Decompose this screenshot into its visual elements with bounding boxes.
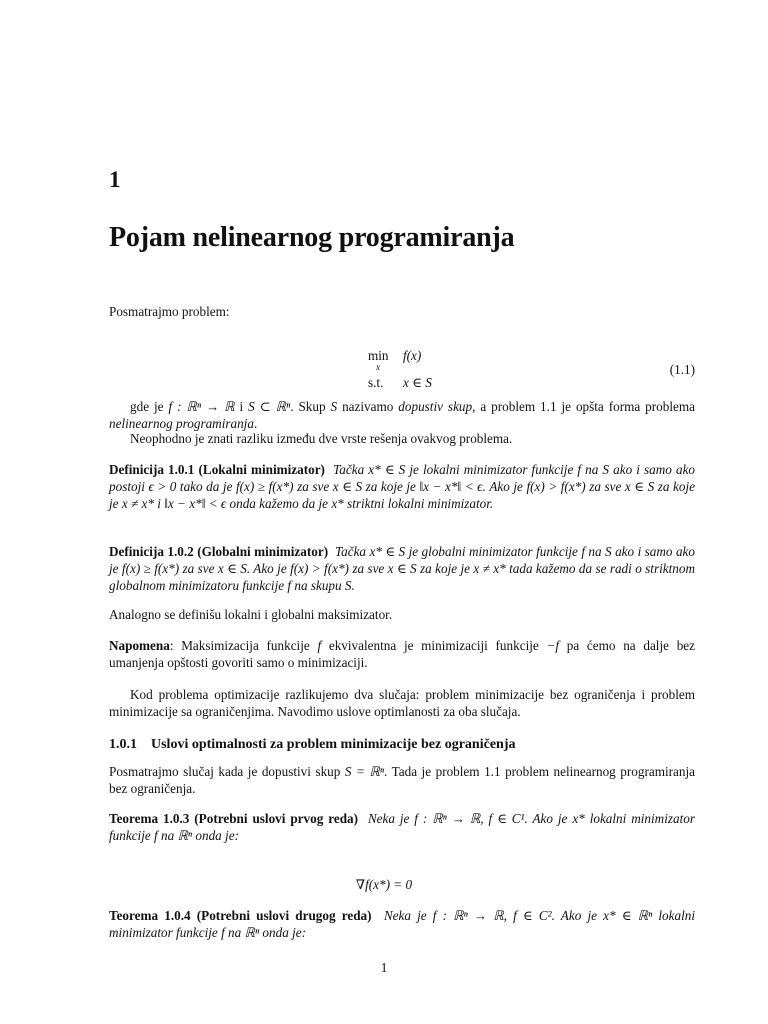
definition-global-minimizer (109, 543, 695, 594)
theorem-text: Neka je f : ℝⁿ → ℝ, f ∈ C¹. Ako je x* lokalni minimizator funkcije f na ℝⁿ onda je: (109, 811, 695, 843)
remark: Napomena: Maksimizacija funkcije f ekvivalentna je minimizaciji funkcije −f pa ćemo na dalje bez umanjenja opštosti govoriti samo o minimizaciji. (109, 638, 695, 670)
theorem-label: Teorema 1.0.4 (Potrebni uslovi drugog reda) (109, 908, 372, 923)
remark-label: Napomena (109, 638, 170, 653)
min-subscript: x (376, 362, 380, 372)
section-title: Uslovi optimalnosti za problem minimizacije bez ograničenja (151, 737, 516, 752)
definition-local-minimizer (109, 461, 695, 512)
definition-text: Tačka x* ∈ S je lokalni minimizator funkcije f na S ako i samo ako postoji ϵ > 0 tako da je f(x) ≥ f(x*) za sve x ∈ S za koje je ‖x − x*‖ < ϵ. Ako je f(x) > f(x*) za sve x ∈ S za koje je x ≠ x* i ‖x − x*‖ < ϵ onda kažemo da je x* striktni lokalni minimizator. (109, 462, 696, 511)
section-number: 1.0.1 (109, 737, 137, 752)
objective-function: f(x) (403, 348, 422, 363)
definition-label: Definicija 1.0.2 (Globalni minimizator) (109, 544, 329, 559)
theorem-second-order (109, 907, 695, 941)
theorem-label: Teorema 1.0.3 (Potrebni uslovi prvog reda) (109, 811, 359, 826)
intro-text: Posmatrajmo problem: (109, 304, 230, 319)
theorem-text: Neka je f : ℝⁿ → ℝ, f ∈ C². Ako je x* ∈ ℝⁿ lokalni minimizator funkcije f na ℝⁿ onda je: (109, 908, 696, 940)
min-label: min (368, 348, 389, 363)
constraint: x ∈ S (403, 375, 432, 390)
equation-number: (1.1) (669, 362, 695, 377)
paragraph-slucaj: Posmatrajmo slučaj kada je dopustivi skup S = ℝⁿ. Tada je problem 1.1 problem nelinearnog programiranja bez ograničenja. (109, 764, 695, 796)
chapter-title: Pojam nelinearnog programiranja (109, 222, 515, 253)
paragraph-gde: gde je f : ℝⁿ → ℝ i S ⊂ ℝⁿ. Skup S nazivamo dopustiv skup, a problem 1.1 je opšta forma problema nelinearnog programiranja. (109, 399, 695, 431)
section-heading (109, 737, 695, 753)
paragraph-neophodno: Neophodno je znati razliku između dve vrste rešenja ovakvog problema. (130, 431, 513, 446)
paragraph-analogno: Analogno se definišu lokalni i globalni maksimizator. (109, 607, 393, 622)
definition-text: Tačka x* ∈ S je globalni minimizator funkcije f na S ako i samo ako je f(x) ≥ f(x*) za sve x ∈ S. Ako je f(x) > f(x*) za sve x ∈ S za koje je x ≠ x* tada kažemo da se radi o striktnom globalnom minimizatoru funkcije f na skupu S. (109, 544, 696, 593)
st-label: s.t. (368, 375, 384, 390)
page-number: 1 (380, 960, 388, 975)
gradient-equation: ∇f(x*) = 0 (355, 877, 413, 892)
chapter-number: 1 (109, 167, 121, 192)
definition-label: Definicija 1.0.1 (Lokalni minimizator) (109, 462, 325, 477)
theorem-first-order (109, 810, 695, 844)
paragraph-kod: Kod problema optimizacije razlikujemo dva slučaja: problem minimizacije bez ograničenja i problem minimizacije sa ograničenjima. Navodimo uslove optimlanosti za oba slučaja. (109, 687, 695, 719)
